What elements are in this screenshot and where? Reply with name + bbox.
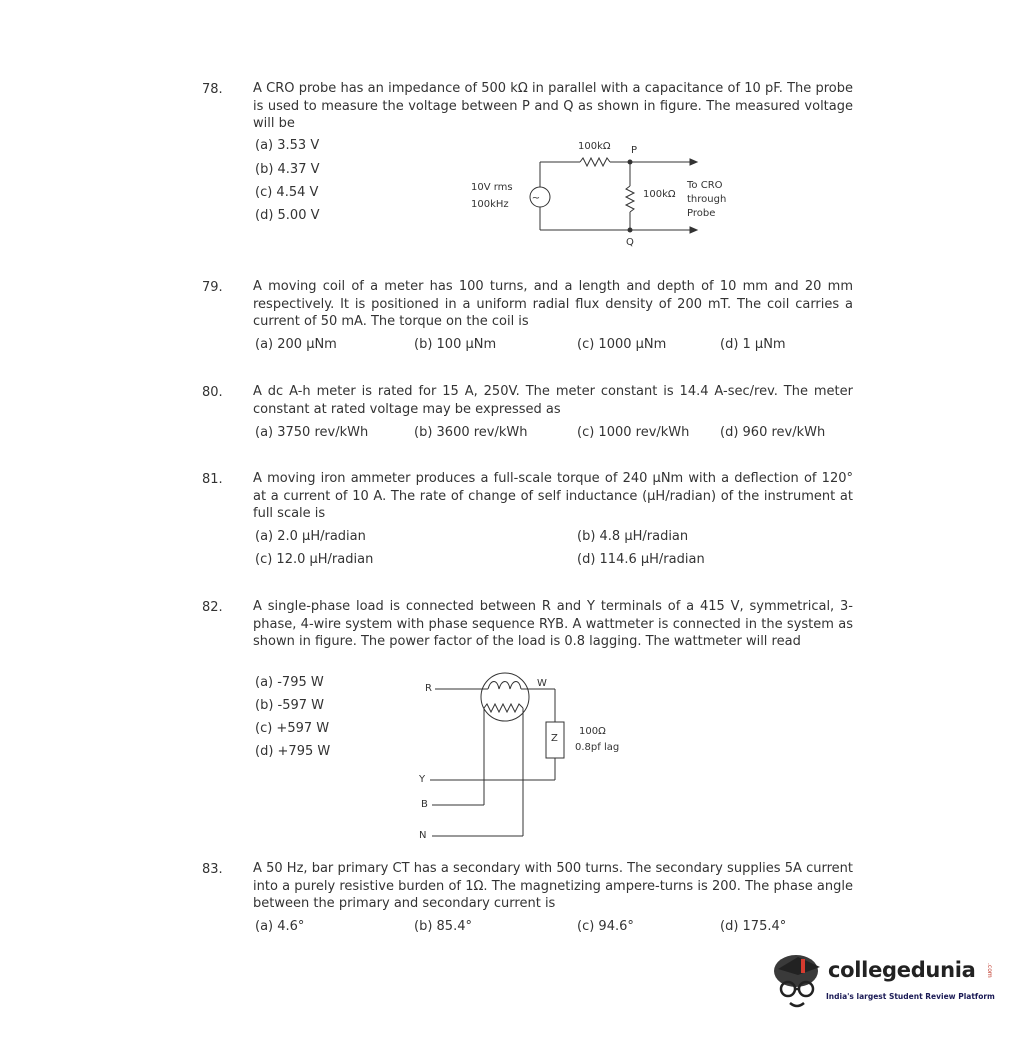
figure82-load-pf: 0.8pf lag <box>575 742 620 753</box>
figure82-load-value: 100Ω <box>579 726 606 737</box>
question-79-option-d: (d) 1 μNm <box>720 337 786 352</box>
question-79-option-b: (b) 100 μNm <box>414 337 497 352</box>
figure82-y-label: Y <box>419 774 426 785</box>
figure82-z-label: Z <box>551 733 558 744</box>
question-79-number: 79. <box>202 280 223 295</box>
question-79-option-a: (a) 200 μNm <box>255 337 337 352</box>
question-81-option-d: (d) 114.6 μH/radian <box>577 552 705 567</box>
figure78-shunt-label: 100kΩ <box>643 189 676 200</box>
figure78-probe-label: Probe <box>687 208 716 219</box>
brand-tagline: India's largest Student Review Platform <box>826 992 995 1001</box>
figure78-resistor-top-label: 100kΩ <box>578 141 611 152</box>
question-82-number: 82. <box>202 600 223 615</box>
figure78-node-q-label: Q <box>626 237 634 248</box>
question-82-option-b: (b) -597 W <box>255 698 325 713</box>
question-81-option-b: (b) 4.8 μH/radian <box>577 529 689 544</box>
brand-name: collegedunia <box>828 958 976 982</box>
question-78-text: A CRO probe has an impedance of 500 kΩ in parallel with a capacitance of 10 pF. The probe is used to measure the voltage between P and Q as shown in figure. The measured voltage will be <box>253 81 853 131</box>
figure82-r-label: R <box>425 683 432 694</box>
figure78-source-label: 10V rms <box>471 182 513 193</box>
collegedunia-logo-icon <box>768 945 828 1015</box>
question-83-option-a: (a) 4.6° <box>255 919 305 934</box>
question-81-number: 81. <box>202 472 223 487</box>
svg-text:~: ~ <box>531 193 541 204</box>
question-83-number: 83. <box>202 862 223 877</box>
question-81-text: A moving iron ammeter produces a full-scale torque of 240 μNm with a deflection of 120° at a current of 10 A. The rate of change of self inductance (μH/radian) of the instrument at full scale is <box>253 471 853 521</box>
question-80-number: 80. <box>202 385 223 400</box>
question-80-option-c: (c) 1000 rev/kWh <box>577 425 690 440</box>
question-83-option-d: (d) 175.4° <box>720 919 787 934</box>
question-83-option-c: (c) 94.6° <box>577 919 634 934</box>
question-79-option-c: (c) 1000 μNm <box>577 337 667 352</box>
question-78-option-c: (c) 4.54 V <box>255 185 319 200</box>
figure78-through-label: through <box>687 194 727 205</box>
figure78-to-cro-label: To CRO <box>687 180 723 191</box>
question-81-option-a: (a) 2.0 μH/radian <box>255 529 366 544</box>
question-80-text: A dc A-h meter is rated for 15 A, 250V. The meter constant is 14.4 A-sec/rev. The meter constant at rated voltage may be expressed as <box>253 384 853 417</box>
question-80-option-a: (a) 3750 rev/kWh <box>255 425 369 440</box>
question-82-option-c: (c) +597 W <box>255 721 330 736</box>
question-81-option-c: (c) 12.0 μH/radian <box>255 552 374 567</box>
brand-dotcom: .com <box>986 963 993 978</box>
question-80-option-b: (b) 3600 rev/kWh <box>414 425 528 440</box>
question-78-number: 78. <box>202 82 223 97</box>
figure78-freq-label: 100kHz <box>471 199 509 210</box>
question-78-option-d: (d) 5.00 V <box>255 208 320 223</box>
figure82-b-label: B <box>421 799 428 810</box>
question-82-option-a: (a) -795 W <box>255 675 324 690</box>
figure78-node-p-label: P <box>631 145 638 156</box>
figure82-w-label: W <box>537 678 547 689</box>
question-82-text: A single-phase load is connected between R and Y terminals of a 415 V, symmetrical, 3-phase, 4-wire system with phase sequence RYB. A wattmeter is connected in the system as shown in figure. The power factor of the load is 0.8 lagging. The wattmeter will read <box>253 599 853 649</box>
question-83-option-b: (b) 85.4° <box>414 919 472 934</box>
question-79-text: A moving coil of a meter has 100 turns, and a length and depth of 10 mm and 20 mm respectively. It is positioned in a uniform radial flux density of 200 mT. The coil carries a current of 50 mA. The torque on the coil is <box>253 279 853 329</box>
question-82-option-d: (d) +795 W <box>255 744 331 759</box>
question-78-option-b: (b) 4.37 V <box>255 162 320 177</box>
figure82-n-label: N <box>419 830 427 841</box>
question-78-option-a: (a) 3.53 V <box>255 138 320 153</box>
question-80-option-d: (d) 960 rev/kWh <box>720 425 826 440</box>
question-83-text: A 50 Hz, bar primary CT has a secondary with 500 turns. The secondary supplies 5A current into a purely resistive burden of 1Ω. The magnetizing ampere-turns is 200. The phase angle between the primary and secondary current is <box>253 861 853 911</box>
